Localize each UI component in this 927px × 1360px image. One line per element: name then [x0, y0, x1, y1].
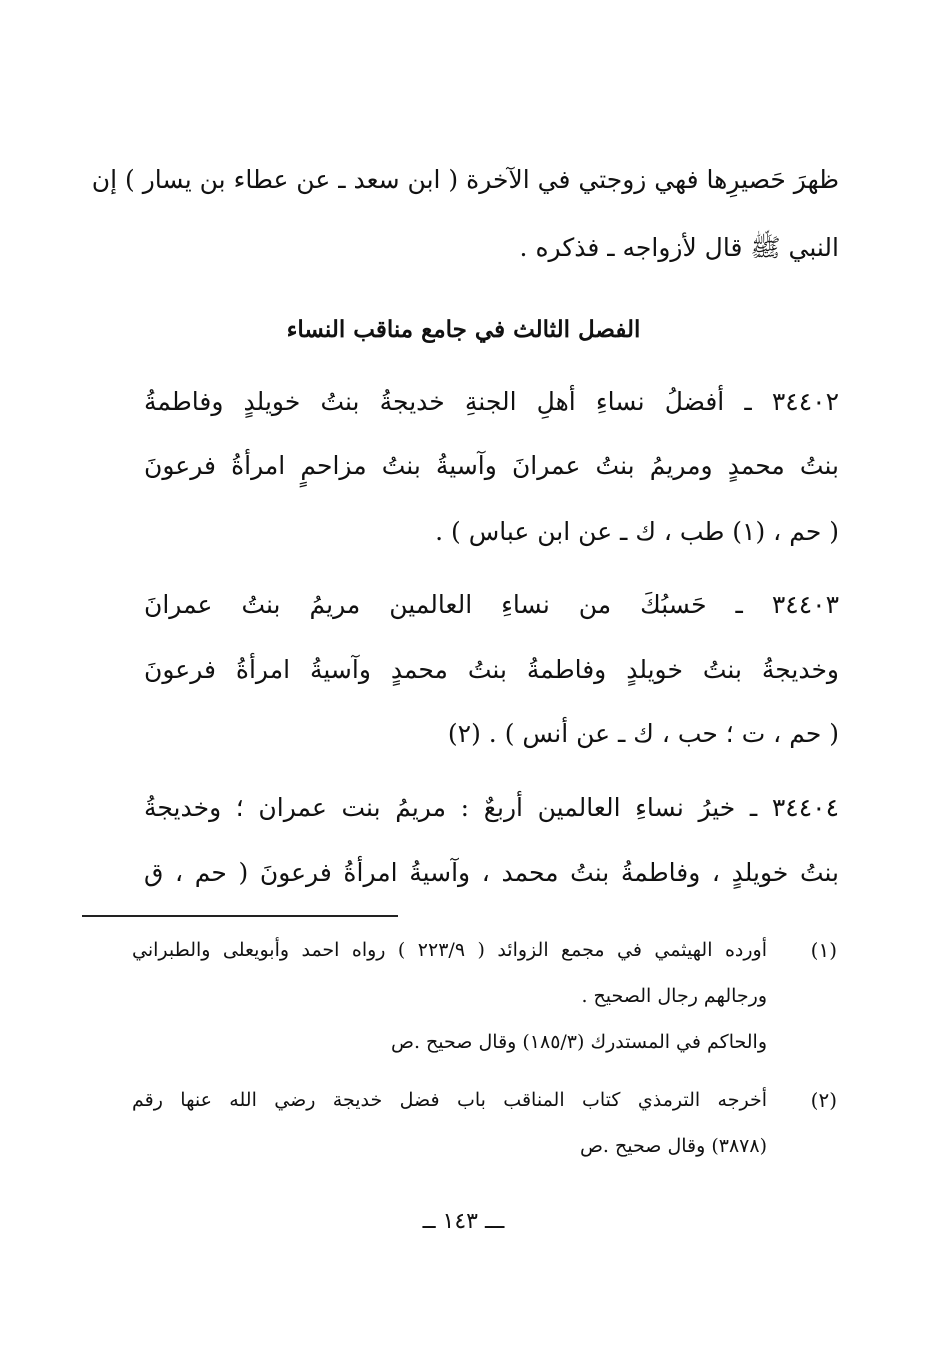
page-number: ـــ ١٤٣ ــ	[422, 1209, 505, 1234]
footnote-line: والحاكم في المستدرك (١٨٥/٣) وقال صحيح .ص	[390, 1031, 767, 1053]
footnote-line: أورده الهيثمي في مجمع الزوائد ( ٢٢٣/٩ ) رواه احمد وأبويعلى والطبراني	[132, 939, 767, 961]
footnote-line: ورجالهم رجال الصحيح .	[581, 985, 767, 1007]
hadith-line: وخديجةُ بنتُ خويلدٍ وفاطمةُ بنتُ محمدٍ وآسيةُ امرأةُ فرعونَ	[144, 655, 839, 684]
hadith-line: بنتُ محمدٍ ومريمُ بنتُ عمرانَ وآسيةُ بنتُ مزاحمٍ امرأةُ فرعونَ	[144, 451, 839, 480]
body-line: النبي ﷺ قال لأزواجه ـ فذكره .	[519, 233, 839, 262]
footnote-line: (٣٨٧٨) وقال صحيح .ص	[579, 1135, 767, 1157]
body-line: ظهرَ حَصيرِها فهي زوجتي في الآخرة ( ابن سعد ـ عن عطاء بن يسار ) إن	[91, 165, 839, 194]
hadith-line: ٣٤٤٠٤ ـ خيرُ نساءِ العالمين أربعٌ : مريمُ بنت عمران ؛ وخديجةُ	[144, 793, 839, 822]
hadith-citation: ( حم ، (١) طب ، ك ـ عن ابن عباس ) .	[435, 517, 839, 546]
footnote-marker: (٢)	[810, 1088, 837, 1112]
section-heading: الفصل الثالث في جامع مناقب النساء	[286, 316, 641, 343]
footnote-rule	[82, 915, 398, 917]
hadith-line: ٣٤٤٠٢ ـ أفضلُ نساءِ أهلِ الجنةِ خديجةُ بنتُ خويلدٍ وفاطمةُ	[144, 387, 839, 416]
footnote-line: أخرجه الترمذي كتاب المناقب باب فضل خديجة رضي الله عنها رقم	[132, 1089, 767, 1111]
footnote-marker: (١)	[810, 938, 837, 962]
hadith-line: ٣٤٤٠٣ ـ حَسبُكَ من نساءِ العالمين مريمُ بنتُ عمرانَ	[144, 590, 839, 619]
hadith-citation: ( حم ، ت ؛ حب ، ك ـ عن أنس ) . (٢)	[447, 719, 839, 748]
hadith-line: بنتُ خويلدٍ ، وفاطمةُ بنتُ محمد ، وآسيةُ امرأةُ فرعونَ ( حم ، ق	[144, 858, 839, 887]
